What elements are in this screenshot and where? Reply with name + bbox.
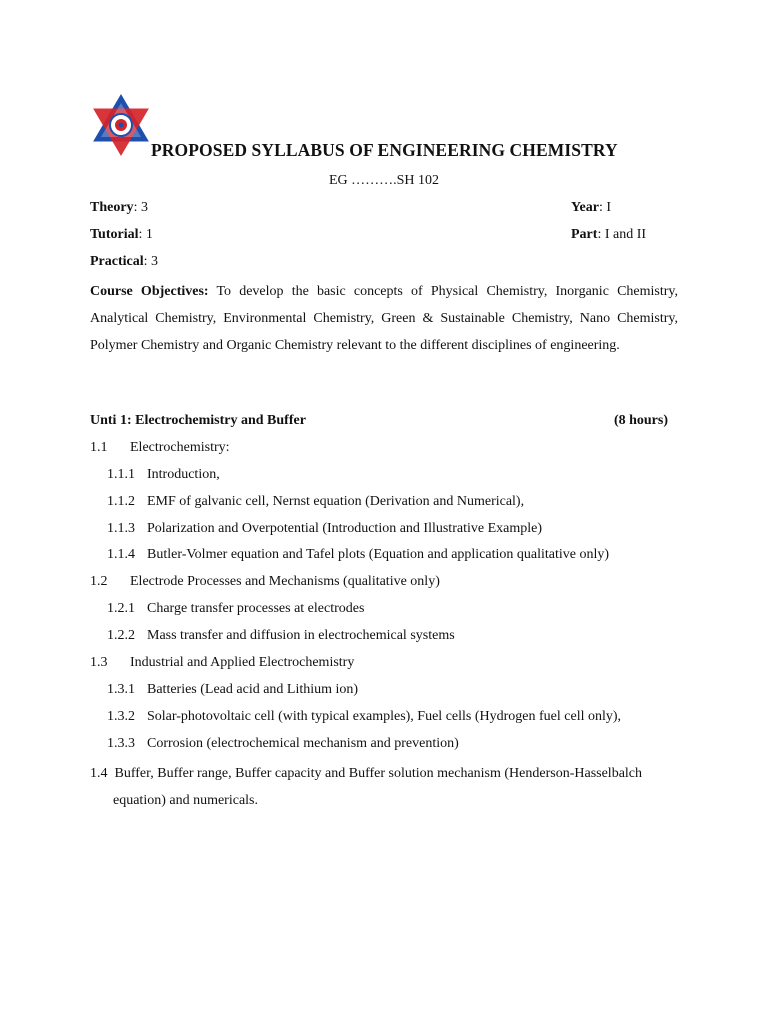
part-row: [571, 227, 646, 243]
list-item: [107, 601, 364, 617]
item-text: Corrosion (electrochemical mechanism and prevention): [147, 736, 459, 751]
practical-label: Practical: [90, 254, 144, 269]
practical-row: [90, 254, 158, 270]
year-row: [571, 200, 611, 216]
unit-heading: [90, 413, 668, 429]
list-item: [107, 521, 542, 537]
item-number: 1.3.1: [107, 682, 135, 697]
list-item: [107, 628, 455, 644]
list-item: [107, 467, 220, 483]
item-number: 1.2.1: [107, 601, 135, 616]
item-number: 1.1.2: [107, 494, 135, 509]
section-title: Electrode Processes and Mechanisms (qualitative only): [130, 574, 440, 589]
part-label: Part: [571, 227, 598, 242]
item-number: 1.1.1: [107, 467, 135, 482]
section-number: 1.1: [90, 440, 108, 455]
section-1-4-line1: [90, 760, 682, 787]
item-number: 1.2.2: [107, 628, 135, 643]
year-value: : I: [599, 200, 612, 215]
section-1-3: [90, 655, 354, 671]
theory-value: : 3: [133, 200, 148, 215]
page-title: PROPOSED SYLLABUS OF ENGINEERING CHEMISTRY: [151, 140, 618, 160]
tutorial-label: Tutorial: [90, 227, 139, 242]
item-text: Polarization and Overpotential (Introduction and Illustrative Example): [147, 521, 542, 536]
year-label: Year: [571, 200, 599, 215]
section-number: 1.2: [90, 574, 108, 589]
tutorial-row: [90, 227, 153, 243]
item-number: 1.1.3: [107, 521, 135, 536]
objectives-label: Course Objectives:: [90, 284, 209, 299]
list-item: [107, 736, 459, 752]
theory-row: [90, 200, 148, 216]
item-text: Batteries (Lead acid and Lithium ion): [147, 682, 359, 697]
part-value: : I and II: [597, 227, 647, 242]
tutorial-value: : 1: [138, 227, 153, 242]
item-number: 1.1.4: [107, 547, 135, 562]
unit-title: Unti 1: Electrochemistry and Buffer: [90, 413, 306, 428]
item-text: Mass transfer and diffusion in electrochemical systems: [147, 628, 455, 643]
university-logo: [92, 93, 150, 157]
item-text: Charge transfer processes at electrodes: [147, 601, 365, 616]
section-title: Electrochemistry:: [130, 440, 230, 455]
item-text: Solar-photovoltaic cell (with typical examples), Fuel cells (Hydrogen fuel cell only),: [147, 709, 622, 724]
course-code: EG ……….SH 102: [328, 173, 440, 188]
section-1-4-line2: equation) and numericals.: [113, 793, 259, 808]
item-text: EMF of galvanic cell, Nernst equation (Derivation and Numerical),: [147, 494, 525, 509]
item-number: 1.3.2: [107, 709, 135, 724]
section-1-2: [90, 574, 440, 590]
course-objectives: [90, 278, 678, 359]
item-text: Introduction,: [147, 467, 220, 482]
section-title: Industrial and Applied Electrochemistry: [130, 655, 355, 670]
item-text: Butler-Volmer equation and Tafel plots (Equation and application qualitative only): [147, 547, 610, 562]
objectives-text: To develop the basic concepts of Physical Chemistry, Inorganic Chemistry, Analytical Chemistry, Environmental Chemistry, Green & Sustainable Chemistry, Nano Chemistry, Polymer Chemistry and Organic Chemistry relevant to the different disciplines of engineering.: [90, 284, 678, 353]
list-item: [107, 682, 358, 698]
section-1-4: [90, 760, 682, 814]
list-item: [107, 494, 524, 510]
theory-label: Theory: [90, 200, 134, 215]
list-item: [107, 547, 609, 563]
section-number: 1.4: [90, 766, 108, 781]
section-1-1: [90, 440, 230, 456]
unit-hours: (8 hours): [613, 413, 668, 428]
practical-value: : 3: [143, 254, 159, 269]
item-number: 1.3.3: [107, 736, 135, 751]
list-item: [107, 709, 621, 725]
section-text: Buffer, Buffer range, Buffer capacity and Buffer solution mechanism (Henderson-Hasselbalch: [114, 766, 643, 781]
section-number: 1.3: [90, 655, 108, 670]
